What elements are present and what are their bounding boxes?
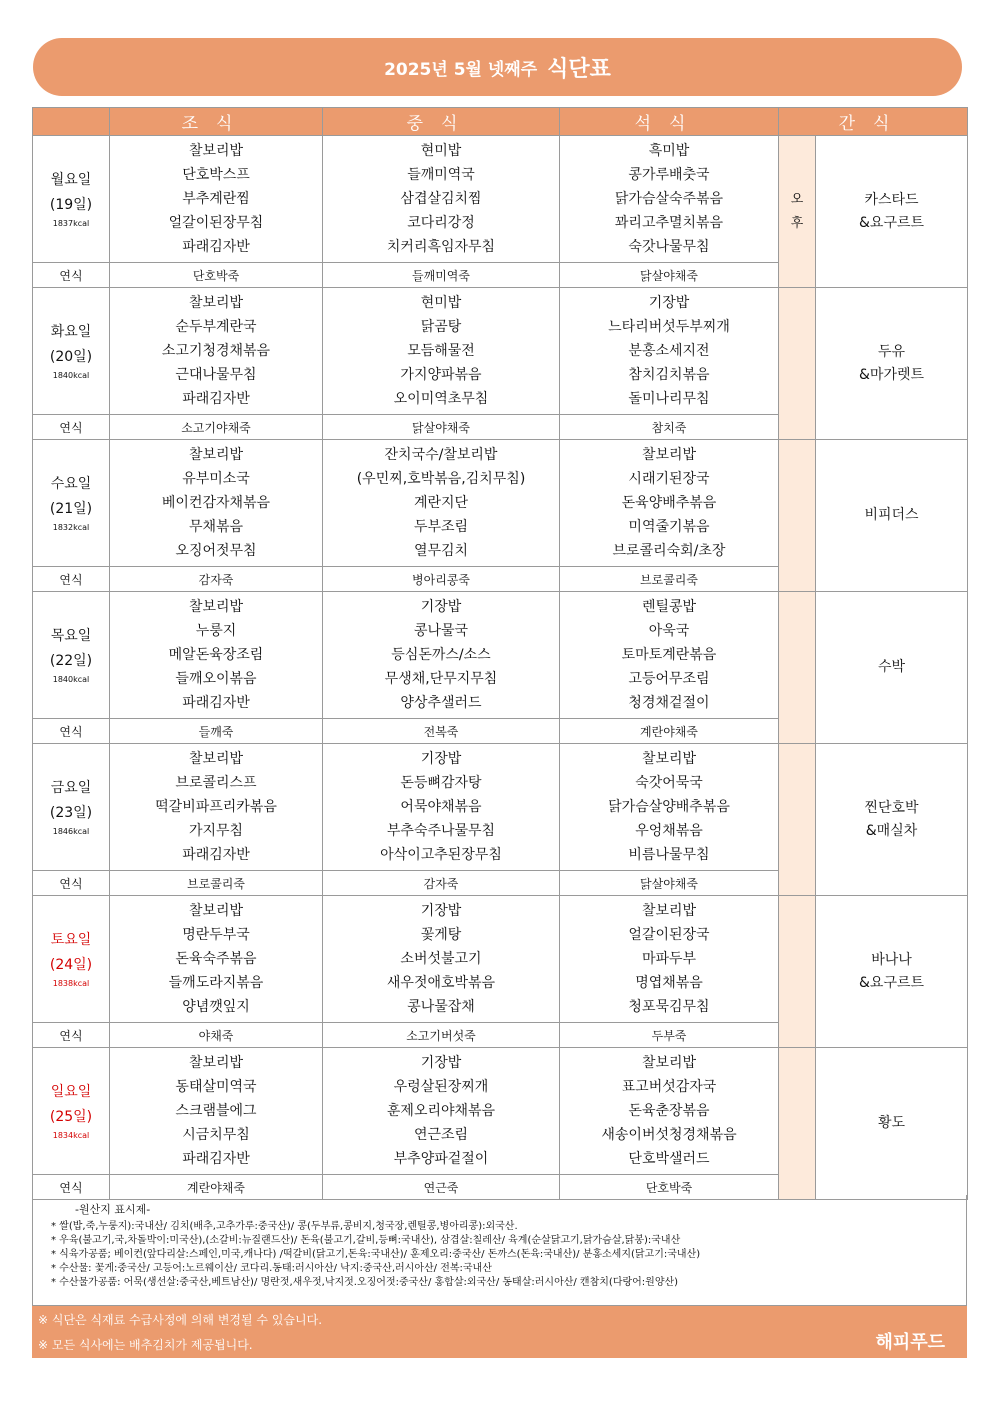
soft-diet-item: 야채죽 xyxy=(110,1023,323,1048)
snack-item: 찐단호박 xyxy=(864,799,919,816)
breakfast-cell xyxy=(110,592,323,719)
origin-line: * 수산물: 꽃게:중국산/ 고등어:노르웨이산/ 코다리.동태:러시아산/ 낙지:중국산,러시아산/ 전복:국내산 xyxy=(51,1263,492,1274)
lunch-item: 닭곰탕 xyxy=(420,319,462,335)
dinner-item: 찰보리밥 xyxy=(641,903,697,919)
lunch-item: 등심돈까스/소스 xyxy=(391,647,491,663)
soft-diet-label: 연식 xyxy=(33,1023,110,1048)
snack-item: 두유 xyxy=(877,343,906,360)
soft-diet-item: 단호박죽 xyxy=(560,1175,779,1200)
dinner-item: 미역줄기볶음 xyxy=(628,519,710,535)
dinner-item: 단호박샐러드 xyxy=(628,1151,710,1167)
breakfast-item: 파래김자반 xyxy=(182,239,250,255)
lunch-item: 우렁살된장찌개 xyxy=(393,1079,489,1095)
breakfast-cell xyxy=(110,440,323,567)
day-name: 일요일 xyxy=(50,1084,92,1100)
dinner-item: 브로콜리숙회/초장 xyxy=(612,543,726,559)
soft-diet-item: 두부죽 xyxy=(560,1023,779,1048)
dinner-item: 찰보리밥 xyxy=(641,447,697,463)
soft-diet-label: 연식 xyxy=(33,567,110,592)
snack-cell xyxy=(816,592,968,744)
footer-note-1: ※ 식단은 식재료 수급사정에 의해 변경될 수 있습니다. xyxy=(38,1313,323,1327)
soft-diet-item: 소고기버섯죽 xyxy=(323,1023,560,1048)
dinner-item: 얼갈이된장국 xyxy=(628,927,710,943)
lunch-item: 모듬해물전 xyxy=(407,343,475,359)
snack-cell xyxy=(816,1048,968,1200)
dinner-header: 석식 xyxy=(560,108,779,136)
breakfast-item: 들깨도라지볶음 xyxy=(168,975,264,991)
day-kcal: 1840kcal xyxy=(52,675,90,684)
dinner-item: 숙갓나물무침 xyxy=(628,239,710,255)
header-row xyxy=(33,108,968,136)
origin-heading: -원산지 표시제- xyxy=(75,1203,151,1216)
snack-cell xyxy=(816,288,968,440)
snack-time-cell xyxy=(779,440,816,592)
day-date: (20일) xyxy=(49,349,93,365)
breakfast-item: 순두부계란국 xyxy=(175,319,257,335)
origin-notes xyxy=(32,1195,967,1306)
day-cell xyxy=(33,288,110,415)
breakfast-item: 베이컨감자채볶음 xyxy=(161,495,271,511)
snack-time-cell xyxy=(779,136,816,288)
lunch-item: 양상추샐러드 xyxy=(400,695,482,711)
day-name: 목요일 xyxy=(50,628,92,644)
dinner-cell xyxy=(560,288,779,415)
breakfast-item: 유부미소국 xyxy=(182,471,250,487)
lunch-item: 연근조림 xyxy=(413,1127,469,1143)
soft-diet-item: 브로콜리죽 xyxy=(560,567,779,592)
snack-item: 황도 xyxy=(877,1115,906,1131)
soft-diet-item: 병아리콩죽 xyxy=(323,567,560,592)
snack-header: 간식 xyxy=(779,108,968,136)
day-cell xyxy=(33,592,110,719)
day-name: 토요일 xyxy=(50,932,92,948)
brand-name: 해피푸드 xyxy=(875,1332,945,1353)
dinner-item: 찰보리밥 xyxy=(641,751,697,767)
origin-line: * 수산물가공품: 어묵(생선살:중국산,베트남산)/ 명란젓,새우젓,낙지젓.오징어젓:중국산/ 홍합살:외국산/ 동태살:러시아산/ 캔참치(다랑어:원양산) xyxy=(51,1277,679,1288)
breakfast-item: 명란두부국 xyxy=(182,927,250,943)
lunch-item: 돈등뼈감자탕 xyxy=(400,775,482,791)
day-row xyxy=(33,440,968,567)
title-text: 식단표 xyxy=(547,56,611,82)
origin-line: * 쌀(밥,죽,누룽지):국내산/ 김치(배추,고추가루:중국산)/ 콩(두부류,콩비지,청국장,렌틸콩,병아리콩):외국산. xyxy=(51,1221,518,1232)
soft-diet-item: 들깨미역죽 xyxy=(323,263,560,288)
breakfast-item: 가지무침 xyxy=(188,823,244,839)
soft-diet-label: 연식 xyxy=(33,719,110,744)
lunch-item: 현미밥 xyxy=(420,143,462,159)
dinner-item: 흑미밥 xyxy=(648,143,690,159)
lunch-item: 무생채,단무지무침 xyxy=(384,671,498,687)
dinner-item: 마파두부 xyxy=(641,951,697,967)
breakfast-item: 찰보리밥 xyxy=(188,599,244,615)
lunch-item: 아삭이고추된장무침 xyxy=(380,847,502,863)
day-name: 월요일 xyxy=(50,172,92,188)
day-name: 화요일 xyxy=(50,324,92,340)
day-cell xyxy=(33,744,110,871)
soft-diet-item: 닭살야채죽 xyxy=(323,415,560,440)
breakfast-header: 조식 xyxy=(110,108,323,136)
soft-diet-item: 계란야채죽 xyxy=(110,1175,323,1200)
origin-line: * 우육(불고기,국,차돌박이:미국산),(소갈비:뉴질랜드산)/ 돈육(불고기,갈비,등뼈:국내산), 삼겹살:칠레산/ 육계(순살닭고기,닭가슴살,닭봉):국내산 xyxy=(51,1235,681,1246)
breakfast-item: 돈육숙주볶음 xyxy=(175,951,257,967)
day-cell xyxy=(33,136,110,263)
day-row xyxy=(33,1048,968,1175)
breakfast-item: 브로콜리스프 xyxy=(175,775,257,791)
snack-time-cell xyxy=(779,592,816,744)
soft-diet-label: 연식 xyxy=(33,871,110,896)
breakfast-item: 찰보리밥 xyxy=(188,1055,244,1071)
soft-diet-item: 브로콜리죽 xyxy=(110,871,323,896)
dinner-item: 표고버섯감자국 xyxy=(621,1079,717,1095)
snack-cell xyxy=(816,440,968,592)
day-row xyxy=(33,744,968,871)
lunch-item: 꽃게탕 xyxy=(420,927,462,943)
breakfast-item: 무채볶음 xyxy=(188,519,244,535)
lunch-item: 콩나물잡채 xyxy=(407,999,475,1015)
lunch-item: 어묵야채볶음 xyxy=(400,799,482,815)
snack-item: 바나나 xyxy=(871,951,912,968)
breakfast-item: 파래김자반 xyxy=(182,847,250,863)
breakfast-cell xyxy=(110,136,323,263)
dinner-item: 토마토계란볶음 xyxy=(621,647,717,663)
breakfast-cell xyxy=(110,744,323,871)
soft-diet-item: 닭살야채죽 xyxy=(560,263,779,288)
breakfast-item: 찰보리밥 xyxy=(188,903,244,919)
breakfast-item: 찰보리밥 xyxy=(188,447,244,463)
breakfast-item: 파래김자반 xyxy=(182,391,250,407)
soft-diet-label: 연식 xyxy=(33,263,110,288)
snack-cell xyxy=(816,896,968,1048)
lunch-item: 잔치국수/찰보리밥 xyxy=(384,447,498,463)
lunch-item: 부추양파겉절이 xyxy=(393,1151,489,1167)
breakfast-item: 근대나물무침 xyxy=(175,367,257,383)
dinner-cell xyxy=(560,896,779,1023)
breakfast-item: 스크램블에그 xyxy=(175,1103,257,1119)
corner-cell xyxy=(33,108,110,136)
lunch-item: 콩나물국 xyxy=(413,623,469,639)
snack-cell xyxy=(816,744,968,896)
lunch-item: (우민찌,호박볶음,김치무침) xyxy=(356,471,526,487)
day-row xyxy=(33,136,968,263)
weekly-menu-table xyxy=(32,107,968,1200)
day-row xyxy=(33,288,968,415)
day-date: (23일) xyxy=(49,805,93,821)
origin-line: * 식육가공품; 베이컨(앞다리살:스페인,미국,캐나다) /떡갈비(닭고기,돈육:국내산)/ 훈제오리:중국산/ 돈까스(돈육:국내산)/ 분홍소세지(닭고기:국내산) xyxy=(51,1249,701,1260)
soft-diet-item: 연근죽 xyxy=(323,1175,560,1200)
title-period: 2025년 5월 넷째주 xyxy=(384,59,538,80)
soft-diet-label: 연식 xyxy=(33,1175,110,1200)
breakfast-cell xyxy=(110,288,323,415)
day-name: 수요일 xyxy=(50,476,92,492)
lunch-item: 코다리강정 xyxy=(407,215,475,231)
day-kcal: 1832kcal xyxy=(52,523,90,532)
snack-time-cell xyxy=(779,896,816,1048)
snack-item: &매실차 xyxy=(865,822,918,839)
snack-item: 비피더스 xyxy=(864,507,919,523)
lunch-item: 오이미역초무침 xyxy=(393,391,489,407)
snack-item: 수박 xyxy=(877,659,906,675)
breakfast-item: 떡갈비파프리카볶음 xyxy=(155,799,277,815)
lunch-item: 가지양파볶음 xyxy=(400,367,482,383)
breakfast-item: 파래김자반 xyxy=(182,695,250,711)
lunch-cell xyxy=(323,896,560,1023)
breakfast-item: 파래김자반 xyxy=(182,1151,250,1167)
day-cell xyxy=(33,896,110,1023)
soft-diet-item: 전복죽 xyxy=(323,719,560,744)
snack-item: 카스타드 xyxy=(864,191,919,208)
lunch-cell xyxy=(323,744,560,871)
breakfast-item: 찰보리밥 xyxy=(188,143,244,159)
menu-title xyxy=(33,38,962,96)
soft-diet-item: 단호박죽 xyxy=(110,263,323,288)
day-kcal: 1834kcal xyxy=(52,1131,90,1140)
dinner-item: 기장밥 xyxy=(648,295,690,311)
day-date: (24일) xyxy=(49,957,93,973)
day-kcal: 1846kcal xyxy=(52,827,90,836)
day-cell xyxy=(33,1048,110,1175)
dinner-item: 닭가슴살숙주볶음 xyxy=(614,191,724,207)
day-kcal: 1837kcal xyxy=(52,219,90,228)
breakfast-item: 양념깻잎지 xyxy=(182,999,250,1015)
snack-time-cell xyxy=(779,744,816,896)
footer-bar xyxy=(32,1306,967,1358)
breakfast-item: 부추계란찜 xyxy=(182,191,250,207)
soft-diet-item: 감자죽 xyxy=(110,567,323,592)
snack-cell xyxy=(816,136,968,288)
snack-item: &요구르트 xyxy=(859,974,925,991)
lunch-item: 치커리흑임자무침 xyxy=(386,239,496,255)
breakfast-item: 누룽지 xyxy=(195,623,237,639)
lunch-item: 기장밥 xyxy=(420,751,462,767)
dinner-item: 청포묵김무침 xyxy=(628,999,710,1015)
breakfast-item: 찰보리밥 xyxy=(188,751,244,767)
soft-diet-label: 연식 xyxy=(33,415,110,440)
dinner-cell xyxy=(560,136,779,263)
breakfast-item: 소고기청경채볶음 xyxy=(161,343,271,359)
snack-time-label: 오후 xyxy=(790,191,804,231)
breakfast-cell xyxy=(110,1048,323,1175)
day-kcal: 1840kcal xyxy=(52,371,90,380)
dinner-item: 찰보리밥 xyxy=(641,1055,697,1071)
breakfast-item: 들깨오이볶음 xyxy=(175,671,257,687)
day-date: (25일) xyxy=(49,1109,93,1125)
day-cell xyxy=(33,440,110,567)
soft-diet-item: 참치죽 xyxy=(560,415,779,440)
lunch-item: 열무김치 xyxy=(413,543,469,559)
lunch-item: 기장밥 xyxy=(420,903,462,919)
dinner-item: 분홍소세지전 xyxy=(628,343,710,359)
lunch-header: 중식 xyxy=(323,108,560,136)
lunch-item: 두부조림 xyxy=(413,519,469,535)
breakfast-item: 메알돈육장조림 xyxy=(168,647,264,663)
dinner-item: 꽈리고추멸치볶음 xyxy=(614,215,724,231)
lunch-item: 삼겹살김치찜 xyxy=(400,191,482,207)
dinner-item: 숙갓어묵국 xyxy=(635,775,703,791)
day-date: (21일) xyxy=(49,501,93,517)
dinner-cell xyxy=(560,440,779,567)
snack-item: &마가렛트 xyxy=(859,366,925,383)
breakfast-item: 찰보리밥 xyxy=(188,295,244,311)
soft-diet-item: 소고기야채죽 xyxy=(110,415,323,440)
dinner-item: 콩가루배춧국 xyxy=(628,167,710,183)
day-name: 금요일 xyxy=(50,780,92,796)
dinner-item: 돈육양배추볶음 xyxy=(621,495,717,511)
lunch-cell xyxy=(323,136,560,263)
dinner-cell xyxy=(560,744,779,871)
lunch-item: 소버섯불고기 xyxy=(400,951,482,967)
footer-note-2: ※ 모든 식사에는 배추김치가 제공됩니다. xyxy=(38,1338,253,1352)
soft-diet-item: 닭살야채죽 xyxy=(560,871,779,896)
breakfast-item: 동태살미역국 xyxy=(175,1079,257,1095)
lunch-item: 새우젓애호박볶음 xyxy=(386,975,496,991)
dinner-item: 명엽채볶음 xyxy=(635,975,703,991)
dinner-item: 닭가슴살양배추볶음 xyxy=(608,799,730,815)
lunch-item: 현미밥 xyxy=(420,295,462,311)
dinner-item: 돌미나리무침 xyxy=(628,391,710,407)
breakfast-cell xyxy=(110,896,323,1023)
dinner-cell xyxy=(560,1048,779,1175)
soft-diet-item: 계란야채죽 xyxy=(560,719,779,744)
snack-time-cell xyxy=(779,288,816,440)
breakfast-item: 단호박스프 xyxy=(182,167,250,183)
day-date: (19일) xyxy=(49,197,93,213)
lunch-cell xyxy=(323,1048,560,1175)
dinner-item: 아욱국 xyxy=(648,623,690,639)
dinner-item: 비름나물무침 xyxy=(628,847,710,863)
dinner-item: 돈육춘장볶음 xyxy=(628,1103,710,1119)
lunch-cell xyxy=(323,592,560,719)
dinner-item: 청경채겉절이 xyxy=(628,695,710,711)
lunch-item: 부추숙주나물무침 xyxy=(386,823,496,839)
dinner-item: 고등어무조림 xyxy=(628,671,710,687)
breakfast-item: 시금치무침 xyxy=(182,1127,250,1143)
day-row xyxy=(33,896,968,1023)
day-row xyxy=(33,592,968,719)
lunch-item: 계란지단 xyxy=(413,495,469,511)
dinner-item: 느타리버섯두부찌개 xyxy=(608,319,730,335)
breakfast-item: 얼갈이된장무침 xyxy=(168,215,264,231)
dinner-item: 우엉채볶음 xyxy=(635,823,703,839)
breakfast-item: 오징어젓무침 xyxy=(175,543,257,559)
dinner-cell xyxy=(560,592,779,719)
dinner-item: 렌틸콩밥 xyxy=(641,599,697,615)
lunch-item: 기장밥 xyxy=(420,599,462,615)
snack-item: &요구르트 xyxy=(859,214,925,231)
day-date: (22일) xyxy=(49,653,93,669)
snack-time-cell xyxy=(779,1048,816,1200)
day-kcal: 1838kcal xyxy=(52,979,90,988)
soft-diet-item: 들깨죽 xyxy=(110,719,323,744)
dinner-item: 참치김치볶음 xyxy=(628,367,710,383)
dinner-item: 새송이버섯청경채볶음 xyxy=(601,1127,737,1143)
lunch-cell xyxy=(323,440,560,567)
dinner-item: 시래기된장국 xyxy=(628,471,710,487)
lunch-item: 기장밥 xyxy=(420,1055,462,1071)
lunch-item: 들깨미역국 xyxy=(407,167,475,183)
lunch-cell xyxy=(323,288,560,415)
soft-diet-item: 감자죽 xyxy=(323,871,560,896)
lunch-item: 훈제오리야채볶음 xyxy=(386,1103,496,1119)
